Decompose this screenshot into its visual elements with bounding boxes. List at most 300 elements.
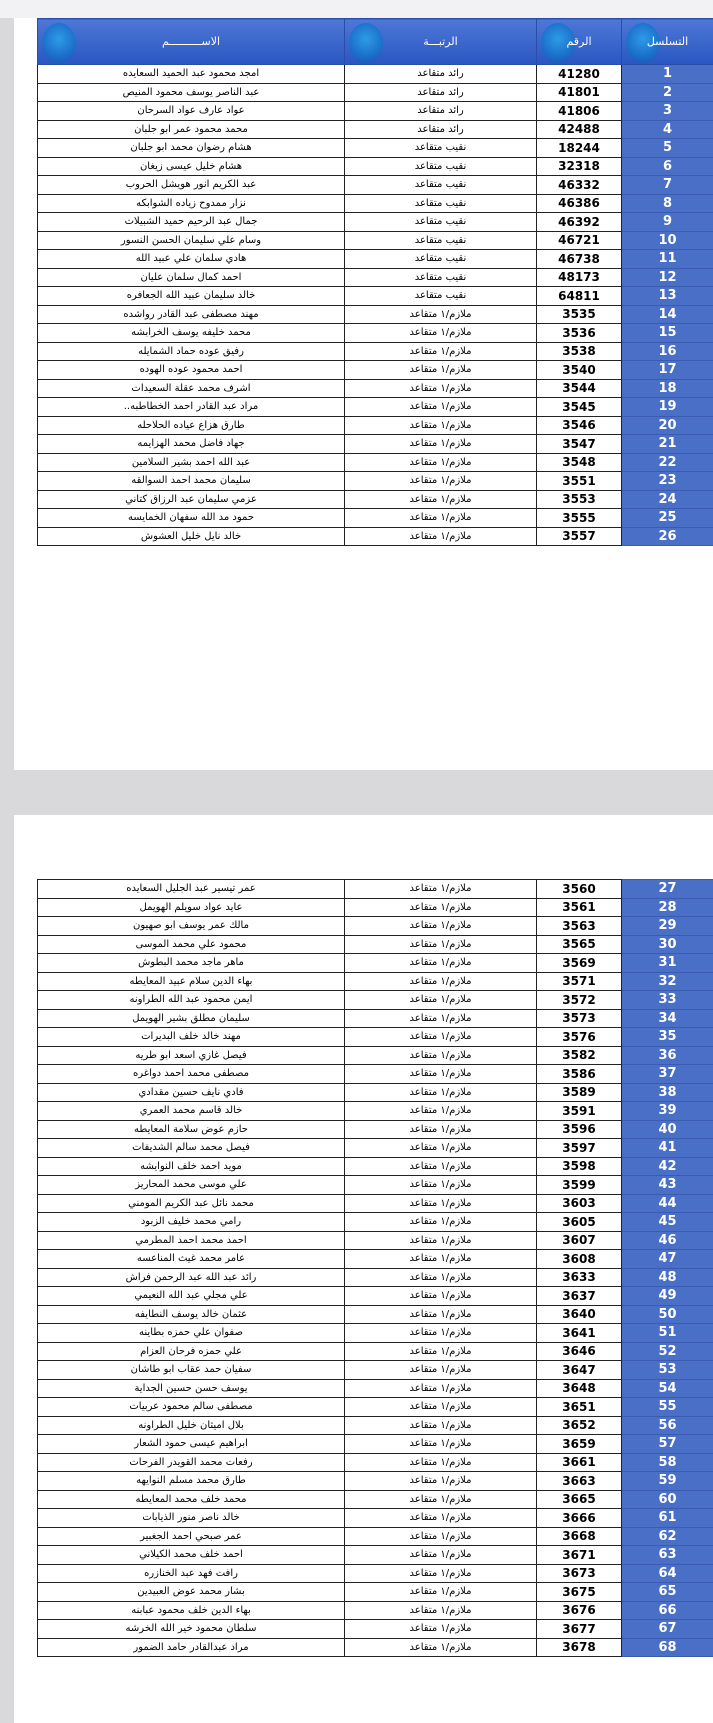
serial-cell: 14: [622, 305, 713, 324]
header-rank-cell: [345, 19, 537, 65]
name-cell: هادي سلمان علي عبيد الله: [38, 250, 345, 269]
serial-cell: 17: [622, 361, 713, 380]
number-cell: 3560: [537, 880, 622, 899]
table-row: [38, 1139, 713, 1158]
serial-cell: 67: [622, 1620, 713, 1639]
serial-cell: 24: [622, 490, 713, 509]
rank-cell: رائد متقاعد: [345, 65, 537, 84]
number-cell: 3597: [537, 1139, 622, 1158]
number-cell: 3544: [537, 379, 622, 398]
serial-cell: 1: [622, 65, 713, 84]
name-cell: اشرف محمد عقلة السعيدات: [38, 379, 345, 398]
table-row: [38, 1305, 713, 1324]
rank-cell: ملازم/١ متقاعد: [345, 972, 537, 991]
table-row: [38, 435, 713, 454]
number-cell: 46386: [537, 194, 622, 213]
name-cell: عايد عواد سويلم الهويمل: [38, 898, 345, 917]
serial-cell: 37: [622, 1065, 713, 1084]
name-cell: مصطفى محمد احمد دواغره: [38, 1065, 345, 1084]
rank-cell: نقيب متقاعد: [345, 157, 537, 176]
table-row: [38, 342, 713, 361]
serial-cell: 8: [622, 194, 713, 213]
serial-cell: 9: [622, 213, 713, 232]
name-cell: يوسف حسن حسين الجداية: [38, 1379, 345, 1398]
number-cell: 3677: [537, 1620, 622, 1639]
serial-cell: 3: [622, 102, 713, 121]
table-row: [38, 1546, 713, 1565]
serial-cell: 56: [622, 1416, 713, 1435]
table-row: [38, 1564, 713, 1583]
table-row: [38, 120, 713, 139]
table-row: [38, 1213, 713, 1232]
header-name-cell: [38, 19, 345, 65]
name-cell: خالد ناصر منور الذيابات: [38, 1509, 345, 1528]
table-row: [38, 1342, 713, 1361]
table-row: [38, 1509, 713, 1528]
table-row: [38, 1065, 713, 1084]
rank-cell: ملازم/١ متقاعد: [345, 1342, 537, 1361]
retirees-table-page-1: [37, 18, 713, 546]
rank-cell: ملازم/١ متقاعد: [345, 1546, 537, 1565]
table-row: [38, 250, 713, 269]
table-row: [38, 231, 713, 250]
serial-cell: 16: [622, 342, 713, 361]
name-cell: محمد خلف محمد المعايطه: [38, 1490, 345, 1509]
number-cell: 3675: [537, 1583, 622, 1602]
number-cell: 3659: [537, 1435, 622, 1454]
serial-cell: 33: [622, 991, 713, 1010]
serial-cell: 58: [622, 1453, 713, 1472]
rank-cell: ملازم/١ متقاعد: [345, 1120, 537, 1139]
table-row: [38, 472, 713, 491]
serial-cell: 41: [622, 1139, 713, 1158]
name-cell: احمد محمود عوده الهوده: [38, 361, 345, 380]
number-cell: 3582: [537, 1046, 622, 1065]
number-cell: 3651: [537, 1398, 622, 1417]
name-cell: فيصل غازي اسعد ابو طريه: [38, 1046, 345, 1065]
serial-cell: 55: [622, 1398, 713, 1417]
name-cell: هشام خليل عيسى زيغان: [38, 157, 345, 176]
name-cell: امجد محمود عبد الحميد السعايده: [38, 65, 345, 84]
name-cell: احمد كمال سلمان عليان: [38, 268, 345, 287]
rank-cell: ملازم/١ متقاعد: [345, 1194, 537, 1213]
serial-cell: 60: [622, 1490, 713, 1509]
name-cell: خالد قاسم محمد العمري: [38, 1102, 345, 1121]
name-cell: جمال عبد الرحيم حميد الشبيلات: [38, 213, 345, 232]
rank-cell: ملازم/١ متقاعد: [345, 1009, 537, 1028]
rank-cell: ملازم/١ متقاعد: [345, 1453, 537, 1472]
rank-cell: ملازم/١ متقاعد: [345, 1231, 537, 1250]
table-row: [38, 1009, 713, 1028]
number-cell: 3555: [537, 509, 622, 528]
name-cell: مويد احمد خلف النوايشه: [38, 1157, 345, 1176]
rank-cell: ملازم/١ متقاعد: [345, 1398, 537, 1417]
header-number: الرقم: [566, 35, 592, 48]
header-serial-cell: [622, 19, 713, 65]
serial-cell: 20: [622, 416, 713, 435]
rank-cell: ملازم/١ متقاعد: [345, 1472, 537, 1491]
rank-cell: ملازم/١ متقاعد: [345, 1620, 537, 1639]
name-cell: نزار ممدوح زياده الشوابكه: [38, 194, 345, 213]
serial-cell: 50: [622, 1305, 713, 1324]
table-row: [38, 1120, 713, 1139]
table-row: [38, 1490, 713, 1509]
rank-cell: ملازم/١ متقاعد: [345, 1379, 537, 1398]
number-cell: 3576: [537, 1028, 622, 1047]
table-row: [38, 1601, 713, 1620]
name-cell: سفيان حمد عقاب ابو طاشان: [38, 1361, 345, 1380]
serial-cell: 13: [622, 287, 713, 306]
header-bubble-icon: [349, 23, 383, 63]
name-cell: حمود مد الله سفهان الخمايسه: [38, 509, 345, 528]
serial-cell: 44: [622, 1194, 713, 1213]
rank-cell: رائد متقاعد: [345, 83, 537, 102]
table-row: [38, 490, 713, 509]
table-row: [38, 898, 713, 917]
table-row: [38, 176, 713, 195]
number-cell: 3652: [537, 1416, 622, 1435]
number-cell: 3571: [537, 972, 622, 991]
serial-cell: 38: [622, 1083, 713, 1102]
number-cell: 3608: [537, 1250, 622, 1269]
name-cell: علي حمزه فرحان العزام: [38, 1342, 345, 1361]
table-row: [38, 1046, 713, 1065]
number-cell: 3563: [537, 917, 622, 936]
serial-cell: 22: [622, 453, 713, 472]
number-cell: 42488: [537, 120, 622, 139]
rank-cell: ملازم/١ متقاعد: [345, 1638, 537, 1657]
table-row: [38, 194, 713, 213]
name-cell: عبد الناصر يوسف محمود المنيص: [38, 83, 345, 102]
serial-cell: 10: [622, 231, 713, 250]
document-page-2: [14, 815, 713, 1723]
table-row: [38, 379, 713, 398]
table-row: [38, 1268, 713, 1287]
serial-cell: 65: [622, 1583, 713, 1602]
rank-cell: نقيب متقاعد: [345, 250, 537, 269]
number-cell: 3666: [537, 1509, 622, 1528]
rank-cell: رائد متقاعد: [345, 102, 537, 121]
name-cell: سليمان محمد احمد السوالقه: [38, 472, 345, 491]
serial-cell: 7: [622, 176, 713, 195]
name-cell: وسام علي سليمان الحسن النسور: [38, 231, 345, 250]
number-cell: 3551: [537, 472, 622, 491]
name-cell: عبد الكريم انور هويشل الحروب: [38, 176, 345, 195]
name-cell: خالد نايل خليل العشوش: [38, 527, 345, 546]
table-row: [38, 268, 713, 287]
number-cell: 3676: [537, 1601, 622, 1620]
name-cell: بهاء الدين خلف محمود عبابنه: [38, 1601, 345, 1620]
table-row: [38, 1416, 713, 1435]
number-cell: 3596: [537, 1120, 622, 1139]
rank-cell: ملازم/١ متقاعد: [345, 1583, 537, 1602]
rank-cell: ملازم/١ متقاعد: [345, 1324, 537, 1343]
number-cell: 3565: [537, 935, 622, 954]
serial-cell: 18: [622, 379, 713, 398]
table-row: [38, 1324, 713, 1343]
serial-cell: 61: [622, 1509, 713, 1528]
rank-cell: نقيب متقاعد: [345, 213, 537, 232]
rank-cell: ملازم/١ متقاعد: [345, 305, 537, 324]
rank-cell: ملازم/١ متقاعد: [345, 472, 537, 491]
name-cell: مراد عبدالقادر حامد الضمور: [38, 1638, 345, 1657]
serial-cell: 62: [622, 1527, 713, 1546]
rank-cell: ملازم/١ متقاعد: [345, 898, 537, 917]
rank-cell: ملازم/١ متقاعد: [345, 1564, 537, 1583]
table-row: [38, 1102, 713, 1121]
serial-cell: 66: [622, 1601, 713, 1620]
header-bubble-icon: [42, 23, 76, 63]
table-row: [38, 1453, 713, 1472]
rank-cell: ملازم/١ متقاعد: [345, 527, 537, 546]
rank-cell: ملازم/١ متقاعد: [345, 398, 537, 417]
name-cell: فادي نايف حسين مقدادي: [38, 1083, 345, 1102]
header-name: الاســــــــــم: [161, 35, 221, 48]
number-cell: 18244: [537, 139, 622, 158]
header-number-cell: [537, 19, 622, 65]
name-cell: رفيق عوده حماد الشمايله: [38, 342, 345, 361]
rank-cell: ملازم/١ متقاعد: [345, 1416, 537, 1435]
name-cell: مهند مصطفى عبد القادر رواشده: [38, 305, 345, 324]
top-strip: [0, 0, 713, 18]
table-row: [38, 527, 713, 546]
number-cell: 46392: [537, 213, 622, 232]
serial-cell: 43: [622, 1176, 713, 1195]
serial-cell: 5: [622, 139, 713, 158]
name-cell: عواد عارف عواد السرحان: [38, 102, 345, 121]
number-cell: 3589: [537, 1083, 622, 1102]
serial-cell: 68: [622, 1638, 713, 1657]
name-cell: حازم عوض سلامة المعايطه: [38, 1120, 345, 1139]
name-cell: مراد عبد القادر احمد الخطاطبه..: [38, 398, 345, 417]
rank-cell: رائد متقاعد: [345, 120, 537, 139]
rank-cell: ملازم/١ متقاعد: [345, 1527, 537, 1546]
rank-cell: نقيب متقاعد: [345, 231, 537, 250]
rank-cell: ملازم/١ متقاعد: [345, 490, 537, 509]
table-row: [38, 972, 713, 991]
serial-cell: 49: [622, 1287, 713, 1306]
document-page-1: [14, 18, 713, 770]
table-row: [38, 1157, 713, 1176]
number-cell: 3663: [537, 1472, 622, 1491]
number-cell: 3607: [537, 1231, 622, 1250]
serial-cell: 31: [622, 954, 713, 973]
number-cell: 3547: [537, 435, 622, 454]
rank-cell: ملازم/١ متقاعد: [345, 1305, 537, 1324]
table-row: [38, 1583, 713, 1602]
rank-cell: ملازم/١ متقاعد: [345, 1213, 537, 1232]
number-cell: 3648: [537, 1379, 622, 1398]
number-cell: 3536: [537, 324, 622, 343]
name-cell: ماهر ماجد محمد البطوش: [38, 954, 345, 973]
serial-cell: 47: [622, 1250, 713, 1269]
number-cell: 3572: [537, 991, 622, 1010]
rank-cell: ملازم/١ متقاعد: [345, 1250, 537, 1269]
serial-cell: 53: [622, 1361, 713, 1380]
number-cell: 3557: [537, 527, 622, 546]
table-row: [38, 1176, 713, 1195]
number-cell: 3605: [537, 1213, 622, 1232]
table-row: [38, 139, 713, 158]
name-cell: ابراهيم عيسى حمود الشعار: [38, 1435, 345, 1454]
name-cell: محمود علي محمد الموسى: [38, 935, 345, 954]
rank-cell: نقيب متقاعد: [345, 176, 537, 195]
serial-cell: 21: [622, 435, 713, 454]
serial-cell: 28: [622, 898, 713, 917]
table-row: [38, 287, 713, 306]
rank-cell: ملازم/١ متقاعد: [345, 1490, 537, 1509]
rank-cell: ملازم/١ متقاعد: [345, 1139, 537, 1158]
serial-cell: 11: [622, 250, 713, 269]
rank-cell: نقيب متقاعد: [345, 287, 537, 306]
name-cell: احمد محمد احمد المطرمي: [38, 1231, 345, 1250]
name-cell: بشار محمد عوض العبيدين: [38, 1583, 345, 1602]
name-cell: بلال اميثان خليل الطراونه: [38, 1416, 345, 1435]
rank-cell: ملازم/١ متقاعد: [345, 1435, 537, 1454]
number-cell: 3633: [537, 1268, 622, 1287]
serial-cell: 45: [622, 1213, 713, 1232]
name-cell: مالك عمر يوسف ابو صهيون: [38, 917, 345, 936]
table-row: [38, 935, 713, 954]
rank-cell: ملازم/١ متقاعد: [345, 379, 537, 398]
rank-cell: نقيب متقاعد: [345, 268, 537, 287]
serial-cell: 51: [622, 1324, 713, 1343]
number-cell: 3591: [537, 1102, 622, 1121]
number-cell: 3538: [537, 342, 622, 361]
name-cell: فيصل محمد سالم الشديفات: [38, 1139, 345, 1158]
table-row: [38, 157, 713, 176]
name-cell: بهاء الدين سلام عبيد المعايطه: [38, 972, 345, 991]
rank-cell: ملازم/١ متقاعد: [345, 954, 537, 973]
serial-cell: 35: [622, 1028, 713, 1047]
name-cell: عزمي سليمان عبد الرزاق كتاني: [38, 490, 345, 509]
table-row: [38, 416, 713, 435]
serial-cell: 12: [622, 268, 713, 287]
serial-cell: 30: [622, 935, 713, 954]
rank-cell: ملازم/١ متقاعد: [345, 1102, 537, 1121]
header-serial: التسلسل: [646, 35, 689, 48]
serial-cell: 57: [622, 1435, 713, 1454]
name-cell: علي مجلي عبد الله النعيمي: [38, 1287, 345, 1306]
table-row: [38, 1083, 713, 1102]
name-cell: محمد نائل عبد الكريم المومني: [38, 1194, 345, 1213]
name-cell: رامي محمد خليف الزبود: [38, 1213, 345, 1232]
table-row: [38, 398, 713, 417]
number-cell: 46738: [537, 250, 622, 269]
name-cell: علي موسى محمد المحاريز: [38, 1176, 345, 1195]
table-row: [38, 361, 713, 380]
number-cell: 3598: [537, 1157, 622, 1176]
table-row: [38, 1435, 713, 1454]
rank-cell: ملازم/١ متقاعد: [345, 416, 537, 435]
rank-cell: ملازم/١ متقاعد: [345, 1361, 537, 1380]
table-row: [38, 1287, 713, 1306]
serial-cell: 48: [622, 1268, 713, 1287]
table-row: [38, 991, 713, 1010]
table-row: [38, 1231, 713, 1250]
serial-cell: 32: [622, 972, 713, 991]
name-cell: مصطفى سالم محمود عربيات: [38, 1398, 345, 1417]
name-cell: جهاد فاضل محمد الهزايمه: [38, 435, 345, 454]
table-row: [38, 880, 713, 899]
table-row: [38, 213, 713, 232]
rank-cell: ملازم/١ متقاعد: [345, 880, 537, 899]
serial-cell: 15: [622, 324, 713, 343]
number-cell: 3668: [537, 1527, 622, 1546]
serial-cell: 2: [622, 83, 713, 102]
rank-cell: ملازم/١ متقاعد: [345, 453, 537, 472]
table-row: [38, 1194, 713, 1213]
name-cell: عامر محمد غيث المناعسه: [38, 1250, 345, 1269]
header-rank: الرتبـــة: [423, 35, 458, 48]
number-cell: 3641: [537, 1324, 622, 1343]
number-cell: 3637: [537, 1287, 622, 1306]
number-cell: 32318: [537, 157, 622, 176]
table-row: [38, 102, 713, 121]
table-row: [38, 917, 713, 936]
serial-cell: 46: [622, 1231, 713, 1250]
serial-cell: 59: [622, 1472, 713, 1491]
rank-cell: ملازم/١ متقاعد: [345, 935, 537, 954]
name-cell: احمد خلف محمد الكيلاني: [38, 1546, 345, 1565]
rank-cell: ملازم/١ متقاعد: [345, 1046, 537, 1065]
name-cell: رافت فهد عبد الخنازره: [38, 1564, 345, 1583]
rank-cell: ملازم/١ متقاعد: [345, 1083, 537, 1102]
rank-cell: ملازم/١ متقاعد: [345, 1176, 537, 1195]
rank-cell: ملازم/١ متقاعد: [345, 1287, 537, 1306]
number-cell: 3640: [537, 1305, 622, 1324]
serial-cell: 42: [622, 1157, 713, 1176]
table-header-row: [38, 19, 713, 65]
serial-cell: 23: [622, 472, 713, 491]
name-cell: رائد عبد الله عبد الرحمن فراش: [38, 1268, 345, 1287]
name-cell: سلطان محمود خير الله الخرشه: [38, 1620, 345, 1639]
rank-cell: ملازم/١ متقاعد: [345, 342, 537, 361]
table-row: [38, 1250, 713, 1269]
table-row: [38, 1028, 713, 1047]
name-cell: عمر تيسير عبد الجليل السعايده: [38, 880, 345, 899]
serial-cell: 36: [622, 1046, 713, 1065]
name-cell: مهند خالد خلف البديرات: [38, 1028, 345, 1047]
name-cell: صفوان علي حمزه بطاينه: [38, 1324, 345, 1343]
number-cell: 3647: [537, 1361, 622, 1380]
number-cell: 3665: [537, 1490, 622, 1509]
number-cell: 41280: [537, 65, 622, 84]
serial-cell: 52: [622, 1342, 713, 1361]
number-cell: 41801: [537, 83, 622, 102]
table-row: [38, 1620, 713, 1639]
number-cell: 3553: [537, 490, 622, 509]
table-row: [38, 1472, 713, 1491]
name-cell: محمد خليفه يوسف الخرابشه: [38, 324, 345, 343]
serial-cell: 64: [622, 1564, 713, 1583]
number-cell: 48173: [537, 268, 622, 287]
retirees-table-page-2: [37, 879, 713, 1657]
serial-cell: 26: [622, 527, 713, 546]
table-row: [38, 1398, 713, 1417]
name-cell: هشام رضوان محمد ابو جلبان: [38, 139, 345, 158]
name-cell: محمد محمود عمر ابو جلبان: [38, 120, 345, 139]
table-row: [38, 83, 713, 102]
serial-cell: 29: [622, 917, 713, 936]
rank-cell: ملازم/١ متقاعد: [345, 1268, 537, 1287]
number-cell: 3573: [537, 1009, 622, 1028]
name-cell: رفعات محمد القويدر الفرحات: [38, 1453, 345, 1472]
serial-cell: 6: [622, 157, 713, 176]
name-cell: عمر صبحي احمد الجغبير: [38, 1527, 345, 1546]
serial-cell: 25: [622, 509, 713, 528]
rank-cell: ملازم/١ متقاعد: [345, 361, 537, 380]
